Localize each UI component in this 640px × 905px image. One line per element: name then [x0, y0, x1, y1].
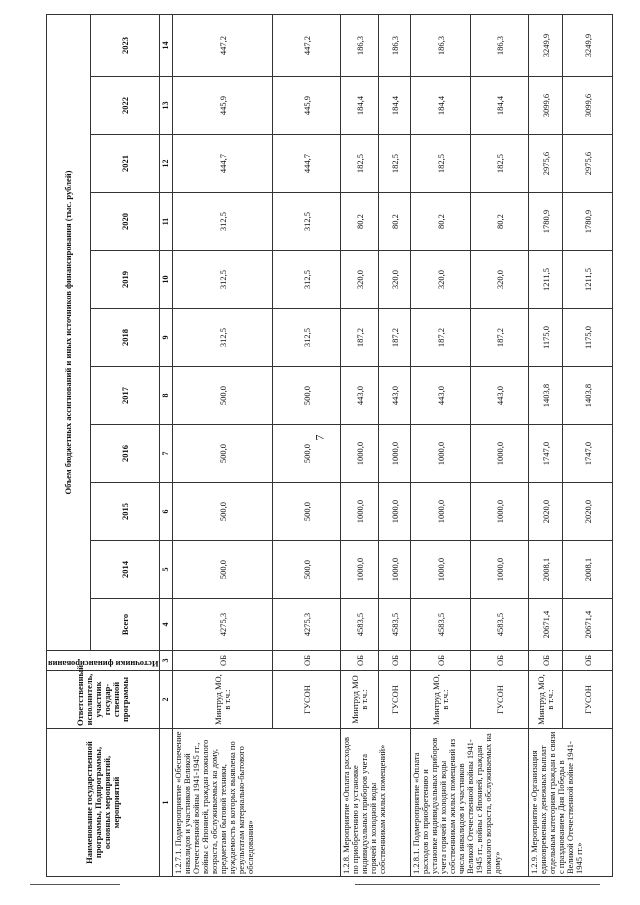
- cell-value: 500,0: [273, 425, 341, 483]
- cell-value: 445,9: [173, 77, 273, 135]
- header-total: Всего: [91, 599, 160, 651]
- cell-value: 2975,6: [563, 135, 613, 193]
- cell-value: 500,0: [273, 483, 341, 541]
- column-number: 3: [160, 651, 173, 671]
- header-year: 2018: [91, 309, 160, 367]
- cell-value: 1000,0: [411, 425, 471, 483]
- row-source: ОБ: [471, 651, 529, 671]
- cell-value: 500,0: [173, 425, 273, 483]
- header-source-label: Источники финансирования: [48, 659, 159, 669]
- row-responsible: Минтруд МО, в т.ч.:: [529, 671, 563, 729]
- cell-value: 1747,0: [563, 425, 613, 483]
- cell-value: 1000,0: [341, 483, 379, 541]
- cell-value: 500,0: [273, 541, 341, 599]
- cell-value: 1000,0: [471, 483, 529, 541]
- cell-value: 312,5: [273, 309, 341, 367]
- cell-value: 1000,0: [471, 541, 529, 599]
- cell-value: 1175,0: [529, 309, 563, 367]
- header-year: 2019: [91, 251, 160, 309]
- cell-value: 312,5: [273, 251, 341, 309]
- header-year: 2022: [91, 77, 160, 135]
- cell-value: 443,0: [411, 367, 471, 425]
- cell-value: 4583,5: [341, 599, 379, 651]
- row-source: ОБ: [411, 651, 471, 671]
- header-volume: Объем бюджетных ассигнований и иных источников финансирования (тыс. рублей): [47, 14, 91, 650]
- row-name: 1.2.7.1. Подмероприятие «Обеспечение инвалидов и участников Великой Отечественной войны 1941-1945 гг., войны с Японией, граждан пожилого возраста, обслуживаемых на дому, предметами бытовой техники, нуждаемость в которых выявлена по результатам материально-бытового обследования»: [173, 729, 341, 877]
- cell-value: 1000,0: [341, 425, 379, 483]
- cell-value: 1211,5: [529, 251, 563, 309]
- table-row: [341, 14, 379, 876]
- cell-value: 444,7: [273, 135, 341, 193]
- cell-value: 186,3: [341, 14, 379, 76]
- row-source: ОБ: [379, 651, 411, 671]
- footer-rule: [355, 884, 600, 885]
- cell-value: 443,0: [471, 367, 529, 425]
- header-year: 2015: [91, 483, 160, 541]
- cell-value: 1780,9: [529, 193, 563, 251]
- column-number: 5: [160, 541, 173, 599]
- cell-value: 186,3: [411, 14, 471, 76]
- cell-value: 20671,4: [529, 599, 563, 651]
- column-number: 10: [160, 251, 173, 309]
- row-responsible: ГУСОН: [273, 671, 341, 729]
- cell-value: 80,2: [471, 193, 529, 251]
- cell-value: 186,3: [379, 14, 411, 76]
- cell-value: 4275,3: [173, 599, 273, 651]
- cell-value: 1000,0: [379, 541, 411, 599]
- cell-value: 1780,9: [563, 193, 613, 251]
- column-number: 8: [160, 367, 173, 425]
- cell-value: 184,4: [471, 77, 529, 135]
- cell-value: 443,0: [341, 367, 379, 425]
- row-name: 1.2.8. Мероприятие «Оплата расходов по приобретению и установке индивидуальных приборов учета горячей и холодной воды собственникам жилых помещений»: [341, 729, 411, 877]
- cell-value: 1000,0: [411, 483, 471, 541]
- header-year: 2016: [91, 425, 160, 483]
- cell-value: 320,0: [471, 251, 529, 309]
- cell-value: 447,2: [273, 14, 341, 76]
- cell-value: 182,5: [341, 135, 379, 193]
- cell-value: 1000,0: [341, 541, 379, 599]
- cell-value: 1747,0: [529, 425, 563, 483]
- column-number: 1: [160, 729, 173, 877]
- row-source: ОБ: [173, 651, 273, 671]
- cell-value: 80,2: [379, 193, 411, 251]
- cell-value: 184,4: [341, 77, 379, 135]
- cell-value: 182,5: [411, 135, 471, 193]
- cell-value: 1000,0: [379, 425, 411, 483]
- cell-value: 1403,8: [563, 367, 613, 425]
- cell-value: 184,4: [411, 77, 471, 135]
- column-number: 13: [160, 77, 173, 135]
- header-year: 2020: [91, 193, 160, 251]
- cell-value: 445,9: [273, 77, 341, 135]
- row-responsible: ГУСОН: [379, 671, 411, 729]
- cell-value: 187,2: [341, 309, 379, 367]
- cell-value: 4583,5: [471, 599, 529, 651]
- header-year: 2014: [91, 541, 160, 599]
- column-number: 2: [160, 671, 173, 729]
- table-row: [411, 14, 471, 876]
- cell-value: 187,2: [471, 309, 529, 367]
- cell-value: 4275,3: [273, 599, 341, 651]
- financing-table: [46, 14, 613, 877]
- document-page-rotated: [46, 15, 594, 877]
- cell-value: 1175,0: [563, 309, 613, 367]
- cell-value: 2008,1: [563, 541, 613, 599]
- cell-value: 500,0: [173, 541, 273, 599]
- table-row: [173, 14, 273, 876]
- cell-value: 186,3: [471, 14, 529, 76]
- column-number: 11: [160, 193, 173, 251]
- cell-value: 20671,4: [563, 599, 613, 651]
- cell-value: 500,0: [173, 367, 273, 425]
- cell-value: 3099,6: [563, 77, 613, 135]
- cell-value: 500,0: [273, 367, 341, 425]
- cell-value: 1000,0: [411, 541, 471, 599]
- row-source: ОБ: [341, 651, 379, 671]
- header-name: Наименование государственной программы, Подпрограммы, основных мероприятий, мероприятий: [47, 729, 160, 877]
- row-name: 1.2.8.1. Подмероприятие «Оплата расходов по приобретению и установке индивидуальных приборов учета горячей и холодной воды собственникам жилых помещений из числа инвалидов и участников Великой Отечественной войны 1941-1945 гг., войны с Японией, граждан пожилого возраста, обслуживаемых на дому»: [411, 729, 529, 877]
- cell-value: 1000,0: [471, 425, 529, 483]
- footer-rule: [30, 884, 120, 885]
- cell-value: 4583,5: [379, 599, 411, 651]
- cell-value: 2020,0: [563, 483, 613, 541]
- cell-value: 1211,5: [563, 251, 613, 309]
- row-responsible: ГУСОН: [471, 671, 529, 729]
- cell-value: 447,2: [173, 14, 273, 76]
- header-year: 2021: [91, 135, 160, 193]
- column-number-row: [160, 14, 173, 876]
- row-responsible: Минтруд МО, в т.ч.:: [411, 671, 471, 729]
- cell-value: 500,0: [173, 483, 273, 541]
- row-name: 1.2.9. Мероприятие «Организация единовременных денежных выплат отдельным категориям граждан в связи с празднованием Дня Победы в Великой Отечественной войне 1941-1945 гг.»: [529, 729, 613, 877]
- row-responsible: Минтруд МО в т.ч.:: [341, 671, 379, 729]
- row-source: ОБ: [273, 651, 341, 671]
- cell-value: 182,5: [379, 135, 411, 193]
- column-number: 9: [160, 309, 173, 367]
- cell-value: 2975,6: [529, 135, 563, 193]
- page-number: 7: [312, 434, 327, 441]
- cell-value: 3099,6: [529, 77, 563, 135]
- cell-value: 320,0: [379, 251, 411, 309]
- cell-value: 443,0: [379, 367, 411, 425]
- cell-value: 184,4: [379, 77, 411, 135]
- header-source: [47, 651, 160, 671]
- cell-value: 444,7: [173, 135, 273, 193]
- cell-value: 4583,5: [411, 599, 471, 651]
- header-year: 2023: [91, 14, 160, 76]
- cell-value: 187,2: [411, 309, 471, 367]
- row-source: ОБ: [563, 651, 613, 671]
- cell-value: 2008,1: [529, 541, 563, 599]
- row-responsible: ГУСОН: [563, 671, 613, 729]
- cell-value: 182,5: [471, 135, 529, 193]
- cell-value: 1000,0: [379, 483, 411, 541]
- column-number: 6: [160, 483, 173, 541]
- column-number: 14: [160, 14, 173, 76]
- header-responsible: Ответственный исполнитель, участник государ-ственной программы: [47, 671, 160, 729]
- cell-value: 312,5: [173, 193, 273, 251]
- cell-value: 3249,9: [563, 14, 613, 76]
- column-number: 4: [160, 599, 173, 651]
- cell-value: 312,5: [173, 251, 273, 309]
- cell-value: 312,5: [273, 193, 341, 251]
- column-number: 12: [160, 135, 173, 193]
- row-source: ОБ: [529, 651, 563, 671]
- cell-value: 80,2: [341, 193, 379, 251]
- cell-value: 2020,0: [529, 483, 563, 541]
- cell-value: 80,2: [411, 193, 471, 251]
- row-responsible: Минтруд МО, в т.ч.:: [173, 671, 273, 729]
- cell-value: 187,2: [379, 309, 411, 367]
- cell-value: 320,0: [341, 251, 379, 309]
- cell-value: 3249,9: [529, 14, 563, 76]
- column-number: 7: [160, 425, 173, 483]
- table-row: [529, 14, 563, 876]
- cell-value: 320,0: [411, 251, 471, 309]
- header-year: 2017: [91, 367, 160, 425]
- cell-value: 1403,8: [529, 367, 563, 425]
- cell-value: 312,5: [173, 309, 273, 367]
